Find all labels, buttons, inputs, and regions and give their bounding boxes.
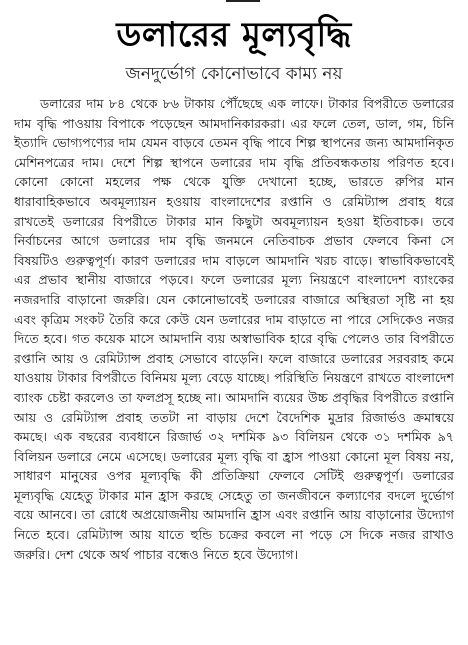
article-body: ডলারের দাম ৮৪ থেকে ৮৬ টাকায় পৌঁছেছে এক লাফে। টাকার বিপরীতে ডলারের দাম বৃদ্ধি পাওয়ায় বিপাকে পড়েছেন আমদানিকারকরা। এর ফলে তেল, ডাল, গম, চিনি ইত্যাদি ভোগ্যপণ্যের দাম যেমন বাড়বে তেমন বৃদ্ধি পাবে শিল্প স্থাপনের জন্য আমদানিকৃত মেশিনপত্রের দাম। দেশে শিল্প স্থাপনে ডলারের দাম বৃদ্ধি প্রতিবন্ধকতায় পরিণত হবে। কোনো কোনো মহলের পক্ষ থেকে যুক্তি দেখানো হচ্ছে, ভারতে রুপির মান ধারাবাহিকভাবে অবমূল্যায়ন হওয়ায় বাংলাদেশের রপ্তানি ও রেমিট্যান্স প্রবাহ ধরে রাখতেই ডলারের বিপরীতে টাকার মান কিছুটা অবমূল্যায়ন হওয়া ইতিবাচক। তবে নির্বাচনের আগে ডলারের দাম বৃদ্ধি জনমনে নেতিবাচক প্রভাব ফেলবে কিনা সে বিষয়টিও গুরুত্বপূর্ণ। কারণ ডলারের দাম বাড়লে আমদানি খরচ বাড়ে। স্বাভাবিকভাবেই এর প্রভাব স্থানীয় বাজারে পড়বে। ফলে ডলারের মূল্য নিয়ন্ত্রণে বাংলাদেশ ব্যাংকের নজরদারি বাড়ানো জরুরি। যেন কোনোভাবেই ডলারের বাজারে অস্থিরতা সৃষ্টি না হয় এবং কৃত্রিম সংকট তৈরি করে কেউ যেন ডলারের দাম বাড়াতে না পারে সেদিকেও নজর দিতে হবে। গত কয়েক মাসে আমদানি ব্যয় অস্বাভাবিক হারে বৃদ্ধি পেলেও তার বিপরীতে রপ্তানি আয় ও রেমিট্যান্স প্রবাহ সেভাবে বাড়েনি। ফলে বাজারে ডলারের সরবরাহ কমে যাওয়ায় টাকার বিপরীতে বিনিময় মূল্য বেড়ে যাচ্ছে। পরিস্থিতি নিয়ন্ত্রণে রাখতে বাংলাদেশ ব্যাংক চেষ্টা করলেও তা ফলপ্রসূ হচ্ছে না। আমদানি ব্যয়ের উচ্চ প্রবৃদ্ধির বিপরীতে রপ্তানি আয় ও রেমিট্যান্স প্রবাহ ততটা না বাড়ায় দেশে বৈদেশিক মুদ্রার রিজার্ভও ক্রমান্বয়ে কমছে। এক বছরের ব্যবধানে রিজার্ভ ৩২ দশমিক ৯৩ বিলিয়ন থেকে ৩১ দশমিক ৯৭ বিলিয়ন ডলারে নেমে এসেছে। ডলারের মূল্য বৃদ্ধি বা হ্রাস পাওয়া কোনো মূল বিষয় নয়, সাধারণ মানুষের ওপর মূল্যবৃদ্ধি কী প্রতিক্রিয়া ফেলবে সেটিই গুরুত্বপূর্ণ। ডলারের মূল্যবৃদ্ধি যেহেতু টাকার মান হ্রাস করছে সেহেতু তা জনজীবনে কল্যাণের বদলে দুর্ভোগ বয়ে আনবে। তা রোধে অপ্রয়োজনীয় আমদানি হ্রাস এবং রপ্তানি আয় বাড়ানোর উদ্যোগ নিতে হবে। রেমিট্যান্স আয় যাতে হুন্ডি চক্রের কবলে না পড়ে সে দিকে নজর রাখাও জরুরি। দেশ থেকে অর্থ পাচার বন্ধেও নিতে হবে উদ্যোগ। — [14, 96, 454, 562]
headline: ডলারের মূল্যবৃদ্ধি — [116, 15, 352, 55]
subheadline: জনদুর্ভোগ কোনোভাবে কাম্য নয় — [125, 64, 343, 84]
clipping-edge-mark — [226, 0, 260, 7]
